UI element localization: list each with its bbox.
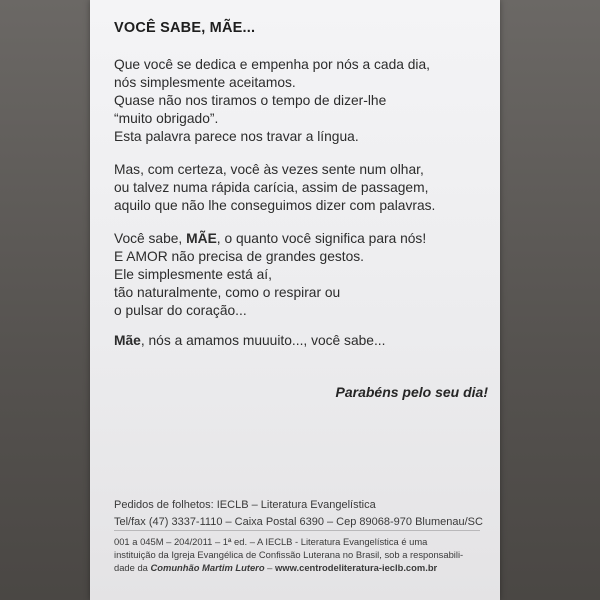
stanza-line: nós simplesmente aceitamos. [114, 75, 296, 90]
legal-line [114, 561, 463, 574]
text-segment: dade da [114, 562, 151, 573]
stanza-3 [114, 230, 426, 320]
stanza-4 [114, 332, 385, 350]
stanza-line [114, 332, 385, 350]
orders-line: Pedidos de folhetos: IECLB – Literatura Evangelística [114, 499, 376, 511]
text-segment: Você sabe, [114, 231, 187, 246]
stanza-line: Que você se dedica e empenha por nós a cada dia, [114, 57, 431, 72]
stanza-line: E AMOR não precisa de grandes gestos. [114, 249, 365, 264]
text-segment: , nós a amamos muuuito..., você sabe... [140, 333, 386, 348]
emphasis-mae: Mãe [114, 333, 141, 348]
stanza-line: tão naturalmente, como o respirar ou [114, 285, 341, 300]
stanza-1 [114, 56, 430, 146]
publisher-name: Comunhão Martim Lutero [150, 562, 265, 573]
orders-line: Tel/fax (47) 3337-1110 – Caixa Postal 6390 – Cep 89068-970 Blumenau/SC [114, 516, 483, 528]
stanza-line: aquilo que não lhe conseguimos dizer com palavras. [114, 198, 436, 213]
signoff: Parabéns pelo seu dia! [335, 384, 488, 400]
orders-info [114, 497, 483, 531]
text-segment: – [264, 562, 275, 573]
stanza-line: Ele simplesmente está aí, [114, 267, 272, 282]
legal-info [114, 535, 463, 574]
text-segment: , o quanto você significa para nós! [216, 231, 427, 246]
stanza-line: Mas, com certeza, você às vezes sente num olhar, [114, 162, 424, 177]
footer-divider [114, 530, 480, 531]
card-title: VOCÊ SABE, MÃE... [114, 20, 256, 36]
emphasis-mae: MÃE [186, 231, 217, 246]
website-url: www.centrodeliteratura-ieclb.com.br [275, 562, 438, 573]
stanza-2 [114, 161, 435, 215]
stanza-line [114, 230, 426, 248]
legal-line: instituição da Igreja Evangélica de Confissão Luterana no Brasil, sob a responsabili- [114, 549, 464, 560]
legal-line: 001 a 045M – 204/2011 – 1ª ed. – A IECLB - Literatura Evangelística é uma [114, 536, 428, 547]
stanza-line: ou talvez numa rápida carícia, assim de passagem, [114, 180, 429, 195]
stanza-line: o pulsar do coração... [114, 303, 247, 318]
stanza-line: “muito obrigado”. [114, 111, 219, 126]
printed-card [90, 0, 500, 600]
stanza-line: Esta palavra parece nos travar a língua. [114, 129, 359, 144]
stanza-line: Quase não nos tiramos o tempo de dizer-lhe [114, 93, 387, 108]
